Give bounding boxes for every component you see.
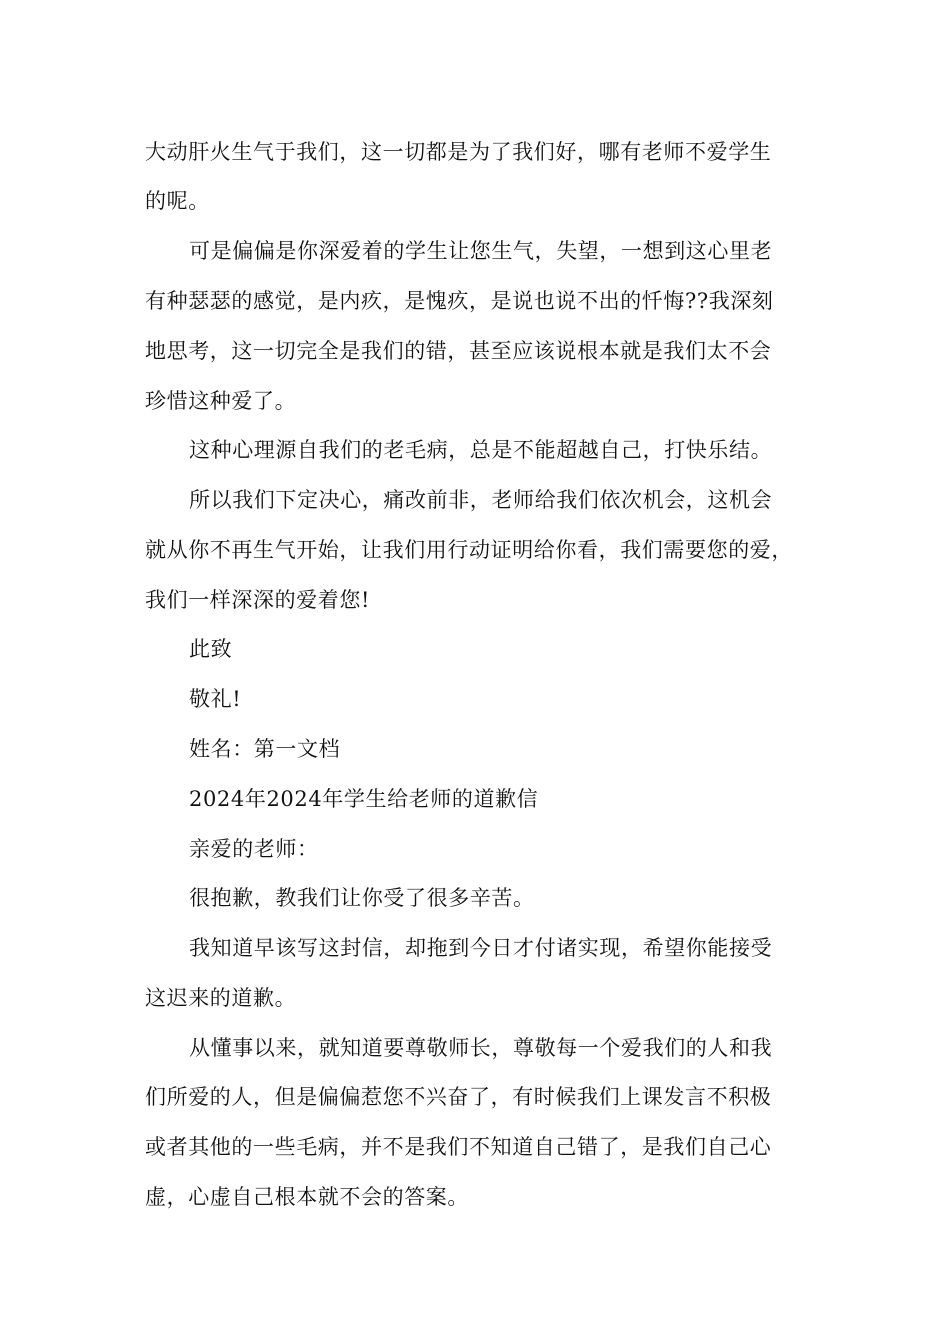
paragraph-line: 这种心理源自我们的老毛病，总是不能超越自己，打快乐结。 (189, 438, 773, 462)
body-line: 的呢。 (145, 189, 210, 213)
body-line: 我们一样深深的爱着您! (145, 588, 371, 612)
letter-title: 2024年2024年学生给老师的道歉信 (189, 787, 539, 811)
body-line: 或者其他的一些毛病，并不是我们不知道自己错了，是我们自己心 (145, 1135, 772, 1159)
paragraph-line: 很抱歉，教我们让你受了很多辛苦。 (189, 886, 535, 910)
paragraph-line: 所以我们下定决心，痛改前非，老师给我们依次机会，这机会 (189, 488, 773, 512)
signature-line: 姓名：第一文档 (189, 737, 341, 761)
body-line: 们所爱的人，但是偏偏惹您不兴奋了，有时候我们上课发言不积极 (145, 1085, 772, 1109)
closing-line: 此致 (189, 637, 233, 661)
paragraph-line: 从懂事以来，就知道要尊敬师长，尊敬每一个爱我们的人和我 (189, 1036, 773, 1060)
body-line: 大动肝火生气于我们，这一切都是为了我们好，哪有老师不爱学生 (145, 140, 772, 164)
paragraph-line: 我知道早该写这封信，却拖到今日才付诸实现，希望你能接受 (189, 936, 773, 960)
greeting-line: 亲爱的老师： (189, 837, 319, 861)
body-line: 这迟来的道歉。 (145, 986, 297, 1010)
salutation-line: 敬礼! (189, 687, 242, 711)
body-line: 地思考，这一切完全是我们的错，甚至应该说根本就是我们太不会 (145, 339, 772, 363)
body-line: 珍惜这种爱了。 (145, 389, 297, 413)
paragraph-line: 可是偏偏是你深爱着的学生让您生气，失望，一想到这心里老 (189, 239, 773, 263)
body-line: 有种瑟瑟的感觉，是内疚，是愧疚，是说也说不出的忏悔??我深刻 (145, 289, 774, 313)
body-line: 就从你不再生气开始，让我们用行动证明给你看，我们需要您的爱， (145, 538, 793, 562)
body-line: 虚，心虚自己根本就不会的答案。 (145, 1185, 469, 1209)
